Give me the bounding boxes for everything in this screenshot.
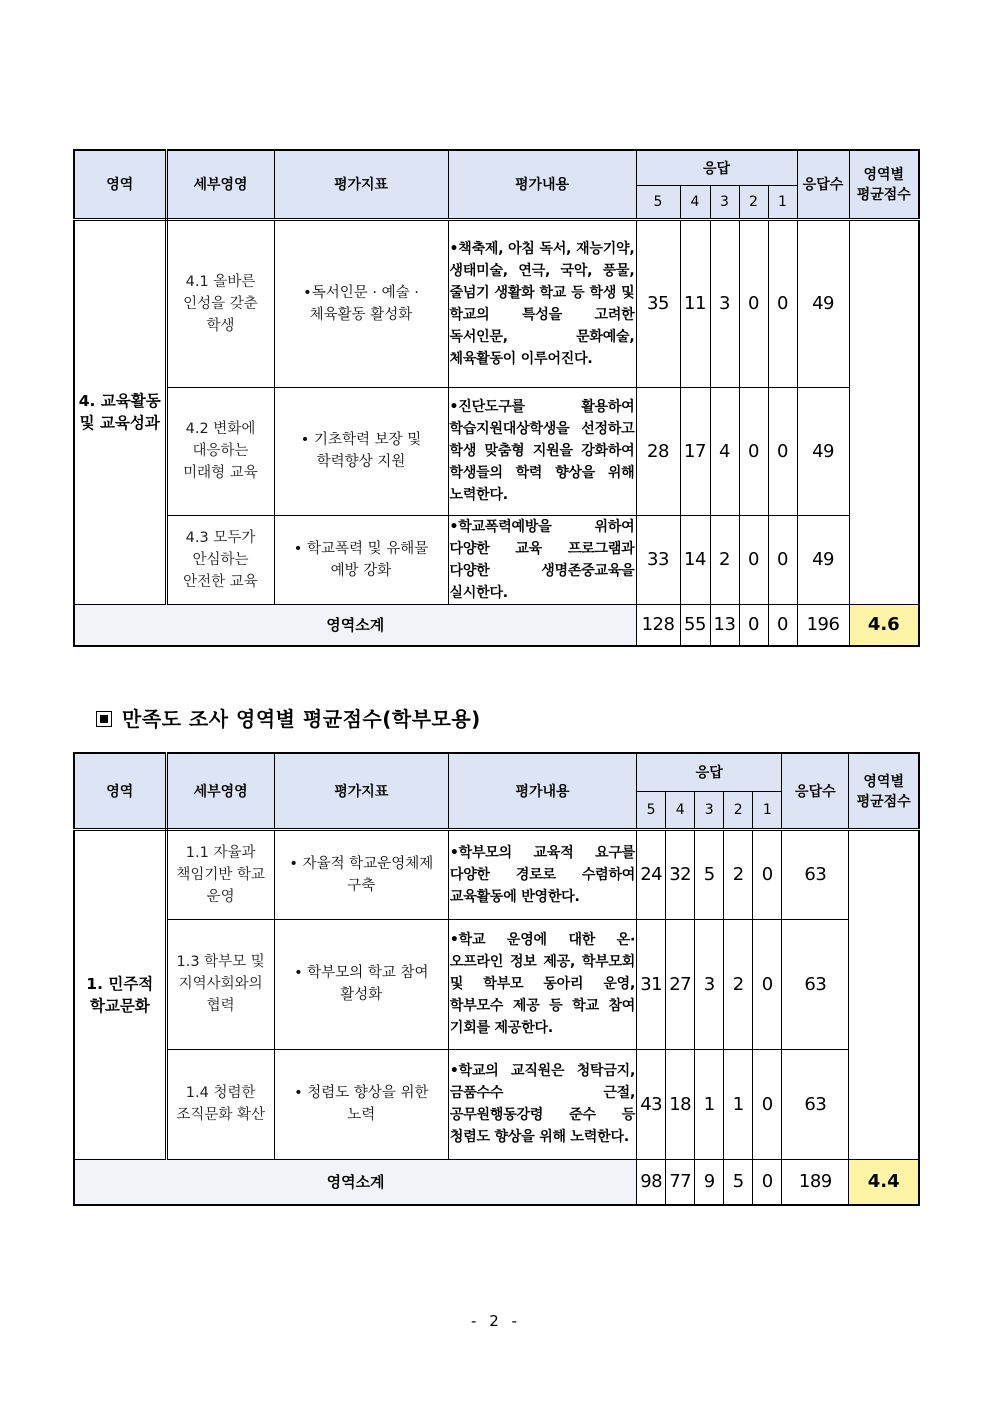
indicator-cell [274,387,448,515]
indicator-cell [274,919,448,1049]
subarea-cell [166,515,274,604]
indicator-line: 노력 [347,1107,376,1123]
header-scale-1: 1 [768,185,797,219]
header-subarea: 세부영영 [166,753,274,829]
indicator-line: •독서인문 · 예술 · [303,284,419,301]
area-line: 및 교육성과 [79,414,160,432]
table-row [74,387,919,515]
header-scale-4: 4 [680,185,710,219]
subtotal-value-3: 9 [695,1159,724,1205]
indicator-line: 예방 강화 [330,562,392,579]
survey-table-1 [73,149,920,647]
subtotal-label: 영역소계 [74,1159,637,1205]
header-response: 응답 [636,150,797,185]
value-4: 14 [680,515,710,604]
subtotal-count: 196 [797,604,849,646]
area-line: 4. 교육활동 [78,392,161,410]
indicator-cell [274,829,448,919]
area-line: 1. 민주적 [86,974,154,993]
subarea-line: 대응하는 [192,443,249,459]
value-2: 0 [739,515,768,604]
subarea-cell [166,387,274,515]
value-2: 0 [739,219,768,387]
header-response: 응답 [637,753,782,791]
average-score: 4.6 [849,604,919,646]
subarea-cell [166,1049,274,1159]
subarea-line: 운영 [206,888,235,905]
header-average-line2: 평균점수 [856,187,911,204]
section-title-text: 만족도 조사 영역별 평균점수(학부모용) [122,707,481,731]
header-average-line1: 영역별 [863,773,904,790]
header-average-line2: 평균점수 [856,793,911,810]
subarea-cell [166,219,274,387]
header-scale-2: 2 [739,185,768,219]
response-count: 49 [797,387,849,515]
subarea-cell [166,919,274,1049]
subtotal-value-2: 5 [724,1159,753,1205]
subarea-line: 책임기반 학교 [176,866,265,883]
value-2: 1 [724,1049,753,1159]
subtotal-value-5: 128 [636,604,680,646]
subarea-line: 1.4 청렴한 [185,1085,256,1101]
page-number: - 2 - [471,1312,521,1330]
header-subarea: 세부영영 [166,150,274,219]
content-cell: •학교 운영에 대한 온·오프라인 정보 제공, 학부모회 및 학부모 동아리 운영, 학부모수 제공 등 학교 참여 기회를 제공한다. [448,919,636,1049]
indicator-line: 활성화 [340,987,383,1003]
area-line: 학교문화 [89,996,150,1015]
subarea-line: 4.3 모두가 [185,529,256,546]
average-score: 4.4 [849,1159,919,1205]
response-count: 63 [782,919,849,1049]
subarea-line: 미래형 교육 [183,465,258,481]
subarea-line: 4.1 올바른 [185,273,256,290]
header-content: 평가내용 [448,150,636,219]
subtotal-value-1: 0 [753,1159,782,1205]
indicator-line: • 학부모의 학교 참여 [294,965,429,981]
indicator-line: • 자율적 학교운영체제 [289,855,434,872]
subtotal-value-1: 0 [768,604,797,646]
response-count: 63 [782,1049,849,1159]
subtotal-value-3: 13 [710,604,739,646]
area-label [74,829,166,1159]
content-cell: •학교의 교직원은 청탁금지, 금품수수 근절, 공무원행동강령 준수 등 청렴도 향상을 위해 노력한다. [448,1049,636,1159]
value-5: 31 [637,919,666,1049]
indicator-line: 학력향상 지원 [316,454,406,470]
header-count: 응답수 [782,753,849,829]
subtotal-value-4: 77 [666,1159,695,1205]
indicator-line: 구축 [347,877,376,894]
subarea-line: 4.2 변화에 [185,421,256,437]
subarea-line: 안심하는 [192,551,249,568]
value-4: 32 [666,829,695,919]
value-1: 0 [753,1049,782,1159]
subarea-line: 안전한 교육 [183,573,258,590]
header-indicator: 평가지표 [274,150,448,219]
header-scale-3: 3 [695,791,724,829]
area-label [74,219,166,604]
value-3: 1 [695,1049,724,1159]
table-row [74,919,919,1049]
value-1: 0 [753,829,782,919]
value-4: 27 [666,919,695,1049]
content-cell: •학부모의 교육적 요구를 다양한 경로로 수렴하여 교육활동에 반영한다. [448,829,636,919]
value-2: 2 [724,919,753,1049]
header-count: 응답수 [797,150,849,219]
subarea-line: 협력 [206,998,235,1014]
value-5: 28 [636,387,680,515]
subarea-line: 인성을 갖춘 [183,295,258,312]
header-scale-1: 1 [753,791,782,829]
header-content: 평가내용 [448,753,636,829]
table-row [74,1049,919,1159]
indicator-line: 체육활동 활성화 [309,306,413,323]
table-row [74,219,919,387]
value-1: 0 [753,919,782,1049]
response-count: 63 [782,829,849,919]
indicator-line: • 학교폭력 및 유해물 [293,540,429,557]
value-5: 43 [637,1049,666,1159]
subarea-line: 1.3 학부모 및 [176,954,265,970]
subtotal-value-5: 98 [637,1159,666,1205]
subtotal-value-2: 0 [739,604,768,646]
indicator-cell [274,1049,448,1159]
indicator-cell [274,515,448,604]
subarea-line: 1.1 자율과 [185,844,256,861]
header-area: 영역 [74,150,166,219]
value-2: 0 [739,387,768,515]
header-average [849,150,919,219]
square-bullet-icon [96,711,112,727]
header-scale-4: 4 [666,791,695,829]
indicator-line: • 청렴도 향상을 위한 [294,1085,429,1101]
value-3: 4 [710,387,739,515]
average-empty [849,219,919,604]
value-3: 3 [710,219,739,387]
subtotal-row [74,604,919,646]
indicator-line: • 기초학력 보장 및 [300,432,422,448]
subtotal-count: 189 [782,1159,849,1205]
content-cell: •책축제, 아침 독서, 재능기약, 생태미술, 연극, 국악, 풍물, 줄넘기 생활화 학교 등 학생 및 학교의 특성을 고려한 독서인문, 문화예술, 체육활동이 이루어진다. [448,219,636,387]
table-row [74,829,919,919]
subarea-line: 지역사회와의 [178,976,263,992]
value-3: 3 [695,919,724,1049]
response-count: 49 [797,515,849,604]
value-1: 0 [768,219,797,387]
value-5: 35 [636,219,680,387]
header-scale-5: 5 [636,185,680,219]
table-row [74,515,919,604]
header-average-line1: 영역별 [863,167,905,184]
value-2: 2 [724,829,753,919]
value-3: 5 [695,829,724,919]
response-count: 49 [797,219,849,387]
value-1: 0 [768,387,797,515]
subtotal-value-4: 55 [680,604,710,646]
subarea-line: 조직문화 확산 [176,1107,265,1123]
subtotal-label: 영역소계 [74,604,636,646]
header-area: 영역 [74,753,166,829]
average-empty [849,829,919,1159]
survey-table-2 [73,752,920,1206]
content-cell: •학교폭력예방을 위하여 다양한 교육 프로그램과 다양한 생명존중교육을 실시한다. [448,515,636,604]
value-5: 24 [637,829,666,919]
header-scale-3: 3 [710,185,739,219]
subarea-line: 학생 [206,317,235,334]
value-4: 18 [666,1049,695,1159]
value-4: 11 [680,219,710,387]
header-scale-2: 2 [724,791,753,829]
subtotal-row [74,1159,919,1205]
header-indicator: 평가지표 [274,753,448,829]
header-scale-5: 5 [637,791,666,829]
header-average [849,753,919,829]
section-title [96,703,481,732]
value-5: 33 [636,515,680,604]
value-3: 2 [710,515,739,604]
indicator-cell [274,219,448,387]
value-4: 17 [680,387,710,515]
content-cell: •진단도구를 활용하여 학습지원대상학생을 선정하고 학생 맞춤형 지원을 강화하여 학생들의 학력 향상을 위해 노력한다. [448,387,636,515]
value-1: 0 [768,515,797,604]
subarea-cell [166,829,274,919]
